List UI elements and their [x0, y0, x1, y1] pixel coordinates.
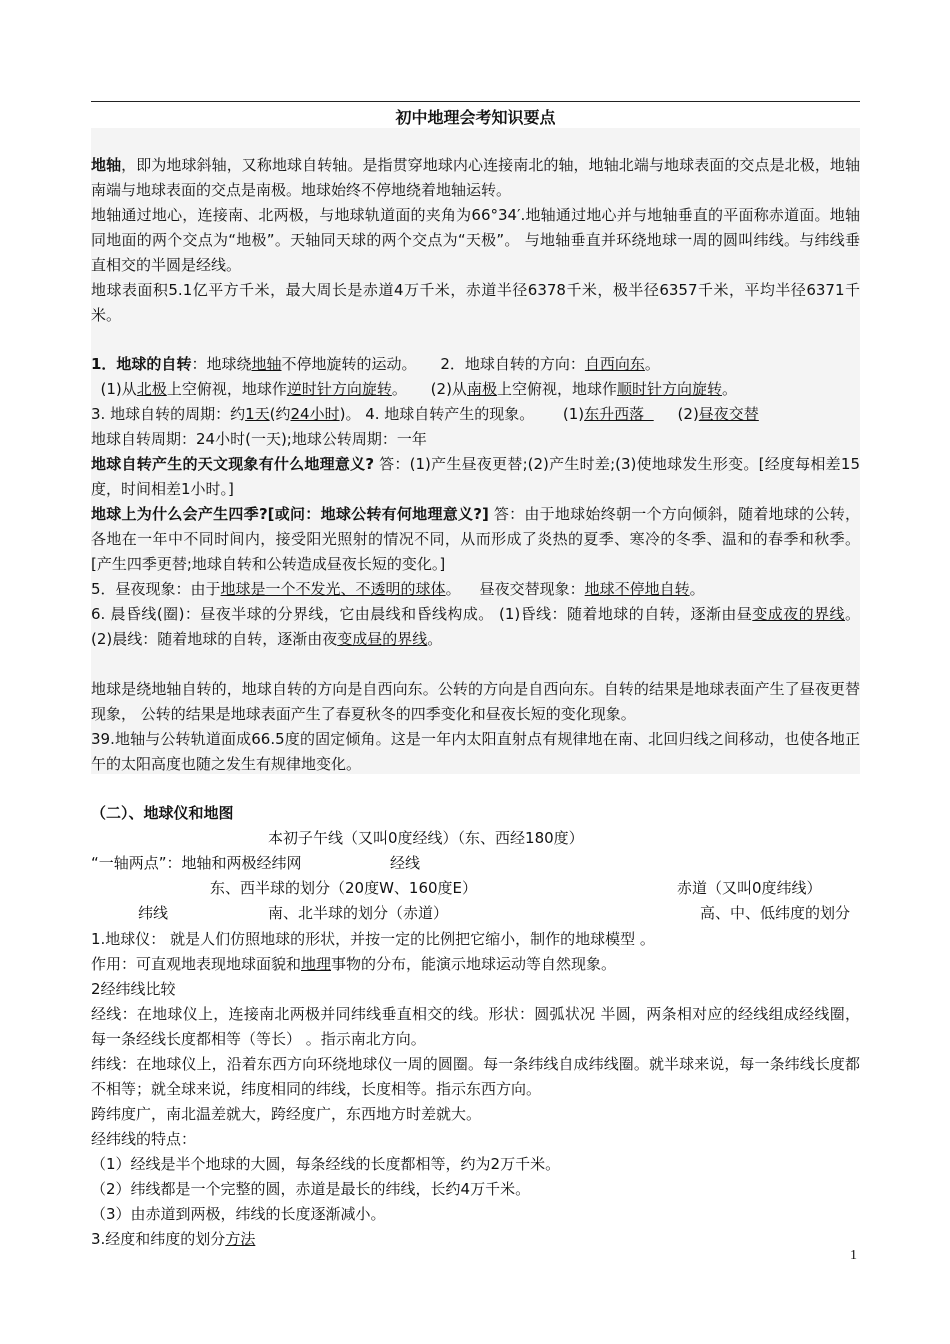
map-longitude: 经线 — [390, 854, 421, 872]
term-earth-axis: 地轴 — [91, 156, 122, 174]
map-prime-meridian: 本初子午线（又叫0度经线）（东、西经180度） — [268, 829, 584, 847]
page-number: 1 — [850, 1248, 857, 1263]
span-difference: 跨纬度广，南北温差就大，跨经度广，东西地方时差就大。 — [91, 1105, 482, 1123]
rotation-line-2: (1)从北极上空俯视，地球作逆时针方向旋转。 (2)从南极上空俯视，地球作顺时针方向旋转。 — [91, 380, 737, 398]
map-equator: 赤道（又叫0度纬线） — [677, 879, 822, 897]
map-latitude-levels: 高、中、低纬度的划分 — [700, 904, 851, 922]
header-rule — [91, 101, 860, 102]
paragraph-axis-angle: 地轴通过地心，连接南、北两极，与地球轨道面的夹角为66°34′.地轴通过地心并与地轴垂直的平面称赤道面。地轴同地面的两个交点为“地极”。天轴同天球的两个交点为“天极”。 与地轴垂直并环绕地球一周的圆叫纬线。与纬线垂直相交的半圆是经线。 — [91, 206, 860, 274]
grid-compare-heading: 2经纬线比较 — [91, 980, 176, 998]
rotation-line-3: 3. 地球自转的周期：约1天(约24小时)。 4. 地球自转产生的现象。 (1)东升西落 (2)昼夜交替 — [91, 405, 759, 423]
map-north-south: 南、北半球的划分（赤道） — [268, 904, 449, 922]
section-heading: （二）、地球仪和地图 — [91, 804, 234, 822]
paragraph-axis-tilt: 39.地轴与公转轨道面成66.5度的固定倾角。这是一年内太阳直射点有规律地在南、北回归线之间移动，也使各地正午的太阳高度也随之发生有规律地变化。 — [91, 730, 860, 773]
parallel-description: 纬线：在地球仪上，沿着东西方向环绕地球仪一周的圆圈。每一条纬线自成纬线圈。就半球来说，每一条纬线长度都不相等；就全球来说，纬度相同的纬线，长度相等。指示东西方向。 — [91, 1055, 860, 1098]
degree-division-heading: 3.经度和纬度的划分方法 — [91, 1230, 256, 1248]
rotation-period-line: 地球自转周期：24小时(一天);地球公转周期：一年 — [91, 430, 427, 448]
rotation-line-5: 5．昼夜现象：由于地球是一个不发光、不透明的球体。 昼夜交替现象：地球不停地自转。 — [91, 580, 705, 598]
rotation-line-1: 1．地球的自转：地球绕地轴不停地旋转的运动。 2．地球自转的方向：自西向东。 — [91, 355, 660, 373]
feature-3: （3）由赤道到两极，纬线的长度逐渐减小。 — [91, 1205, 386, 1223]
paragraph-earth-size: 地球表面积5.1亿平方千米，最大周长是赤道4万千米，赤道半径6378千米，极半径6357千米，平均半径6371千米。 — [91, 281, 860, 324]
page-title: 初中地理会考知识要点 — [395, 108, 556, 127]
question-rotation-significance: 地球自转产生的天文现象有什么地理意义? 答：(1)产生昼夜更替;(2)产生时差;(3)使地球发生形变。[经度每相差15度，时间相差1小时。] — [91, 455, 861, 498]
question-seasons: 地球上为什么会产生四季?[或问：地球公转有何地理意义?] 答：由于地球始终朝一个方向倾斜，随着地球的公转，各地在一年中不同时间内，接受阳光照射的情况不同，从而形成了炎热的夏季、寒冷的冬季、温和的春季和秋季。[产生四季更替;地球自转和公转造成昼夜长短的变化。] — [91, 505, 860, 573]
globe-function: 作用：可直观地表现地球面貌和地理事物的分布，能演示地球运动等自然现象。 — [91, 955, 617, 973]
map-east-west: 东、西半球的划分（20度W、160度E） — [210, 879, 478, 897]
map-latitude: 纬线 — [138, 904, 169, 922]
paragraph-summary: 地球是绕地轴自转的，地球自转的方向是自西向东。公转的方向是自西向东。自转的结果是地球表面产生了昼夜更替现象， 公转的结果是地球表面产生了春夏秋冬的四季变化和昼夜长短的变化现象。 — [91, 680, 860, 723]
globe-definition: 1.地球仪： 就是人们仿照地球的形状，并按一定的比例把它缩小，制作的地球模型 。 — [91, 930, 655, 948]
feature-1: （1）经线是半个地球的大圆，每条经线的长度都相等，约为2万千米。 — [91, 1155, 561, 1173]
feature-2: （2）纬线都是一个完整的圆，赤道是最长的纬线，长约4万千米。 — [91, 1180, 531, 1198]
paragraph-earth-axis: 地轴，即为地球斜轴，又称地球自转轴。是指贯穿地球内心连接南北的轴，地轴北端与地球表面的交点是北极，地轴南端与地球表面的交点是南极。地球始终不停地绕着地轴运转。 — [91, 156, 860, 199]
grid-features-heading: 经纬线的特点： — [91, 1130, 197, 1148]
map-root: “一轴两点”：地轴和两极经纬网 — [91, 854, 302, 872]
meridian-description: 经线：在地球仪上，连接南北两极并同纬线垂直相交的线。形状：圆弧状况 半圆，两条相对应的经线组成经线圈，每一条经线长度都相等（等长） 。指示南北方向。 — [91, 1005, 860, 1048]
paragraph-terminator: 6. 晨昏线(圈)：昼夜半球的分界线，它由晨线和昏线构成。 (1)昏线：随着地球的自转，逐渐由昼变成夜的界线。 (2)晨线：随着地球的自转，逐渐由夜变成昼的界线。 — [91, 605, 884, 648]
